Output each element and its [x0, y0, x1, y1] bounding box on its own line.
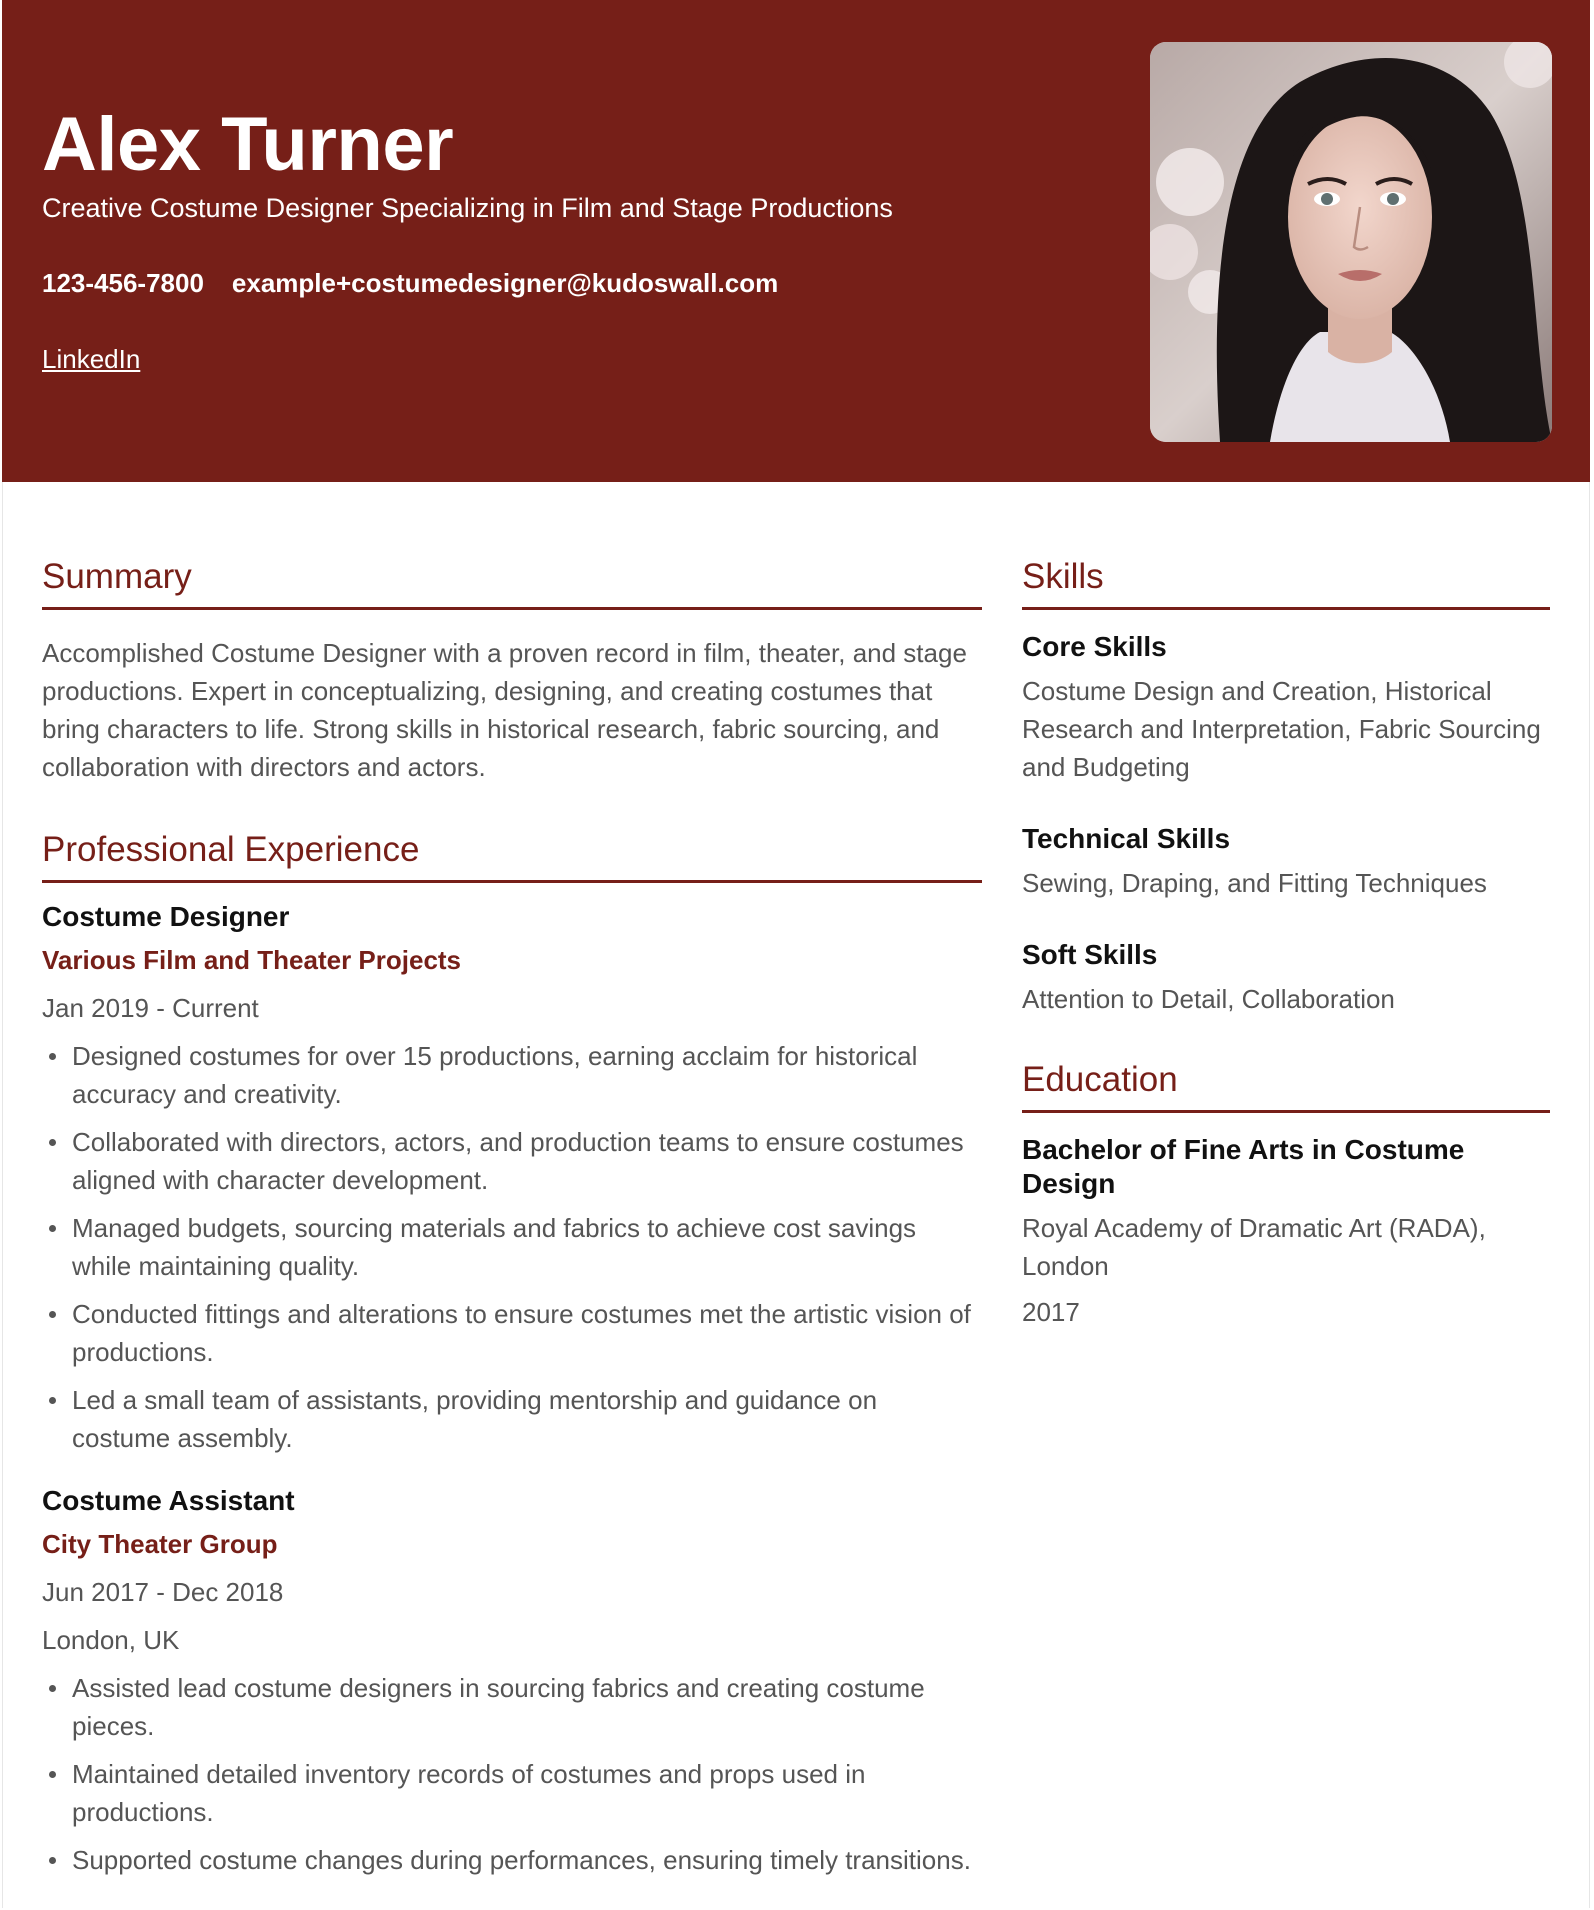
- job-company: Various Film and Theater Projects: [42, 945, 462, 975]
- bullet-text: Conducted fittings and alterations to ensure costumes met the artistic vision of productions.: [72, 1299, 971, 1367]
- education-heading: Education: [1022, 1060, 1178, 1099]
- bullet-icon: [49, 1685, 56, 1692]
- job-dates: Jan 2019 - Current: [42, 993, 259, 1023]
- section-divider: [42, 607, 982, 610]
- contact-row: [42, 266, 778, 300]
- left-column: [42, 555, 982, 1889]
- school-name: Royal Academy of Dramatic Art (RADA), London: [1022, 1213, 1486, 1281]
- job-title: Costume Designer: [42, 901, 290, 932]
- job-title: Costume Assistant: [42, 1485, 295, 1516]
- skill-group-heading: Core Skills: [1022, 631, 1167, 662]
- bullet-icon: [49, 1397, 56, 1404]
- bullet-text: Managed budgets, sourcing materials and fabrics to achieve cost savings while maintaining quality.: [72, 1213, 917, 1281]
- bullet-text: Led a small team of assistants, providing mentorship and guidance on costume assembly.: [72, 1385, 878, 1453]
- education-section: [1022, 1058, 1550, 1329]
- skills-heading: Skills: [1022, 557, 1104, 596]
- degree-title: Bachelor of Fine Arts in Costume Design: [1022, 1134, 1465, 1199]
- job-bullet: [72, 1037, 982, 1113]
- summary-heading: Summary: [42, 557, 192, 596]
- job-bullet: [72, 1669, 982, 1745]
- bullet-text: Designed costumes for over 15 productions, earning acclaim for historical accuracy and creativity.: [72, 1041, 918, 1109]
- job-bullet: [72, 1209, 982, 1285]
- candidate-tagline: Creative Costume Designer Specializing in Film and Stage Productions: [42, 193, 893, 223]
- profile-photo: [1150, 42, 1552, 442]
- linkedin-link[interactable]: LinkedIn: [42, 344, 141, 374]
- job-entry: [42, 1483, 982, 1879]
- skill-group-heading: Technical Skills: [1022, 823, 1231, 854]
- section-divider: [1022, 1110, 1550, 1113]
- candidate-name: Alex Turner: [42, 102, 454, 187]
- skill-group-text: Costume Design and Creation, Historical Research and Interpretation, Fabric Sourcing and Budgeting: [1022, 676, 1541, 782]
- job-entry: [42, 899, 982, 1457]
- bullet-text: Maintained detailed inventory records of costumes and props used in productions.: [72, 1759, 866, 1827]
- job-bullet: [72, 1381, 982, 1457]
- skill-group-heading: Soft Skills: [1022, 939, 1158, 970]
- job-location: London, UK: [42, 1625, 180, 1655]
- bullet-icon: [49, 1053, 56, 1060]
- bullet-icon: [49, 1857, 56, 1864]
- job-dates: Jun 2017 - Dec 2018: [42, 1577, 284, 1607]
- skill-group: [1022, 938, 1550, 1018]
- graduation-year: 2017: [1022, 1297, 1080, 1327]
- skill-group: [1022, 630, 1550, 786]
- email-address: example+costumedesigner@kudoswall.com: [231, 268, 779, 298]
- job-company: City Theater Group: [42, 1529, 278, 1559]
- skill-group-text: Attention to Detail, Collaboration: [1022, 984, 1395, 1014]
- job-bullets: [42, 1037, 982, 1457]
- job-bullet: [72, 1123, 982, 1199]
- skills-section: [1022, 555, 1550, 1018]
- skill-group-text: Sewing, Draping, and Fitting Techniques: [1022, 868, 1487, 898]
- profile-photo-illustration: [1150, 42, 1552, 442]
- bullet-icon: [49, 1311, 56, 1318]
- skill-group: [1022, 822, 1550, 902]
- bullet-icon: [49, 1771, 56, 1778]
- job-bullet: [72, 1295, 982, 1371]
- phone-number: 123-456-7800: [42, 268, 204, 298]
- bullet-icon: [49, 1139, 56, 1146]
- job-bullet: [72, 1755, 982, 1831]
- right-column: [1022, 555, 1550, 1329]
- job-bullet: [72, 1841, 982, 1879]
- experience-heading: Professional Experience: [42, 830, 420, 869]
- resume-header: [2, 0, 1590, 482]
- bullet-text: Supported costume changes during performances, ensuring timely transitions.: [72, 1845, 971, 1875]
- bullet-icon: [49, 1225, 56, 1232]
- bullet-text: Assisted lead costume designers in sourcing fabrics and creating costume pieces.: [72, 1673, 925, 1741]
- job-bullets: [42, 1669, 982, 1879]
- summary-section: [42, 555, 982, 786]
- experience-section: [42, 828, 982, 1879]
- section-divider: [1022, 607, 1550, 610]
- section-divider: [42, 880, 982, 883]
- summary-text: Accomplished Costume Designer with a proven record in film, theater, and stage productions. Expert in conceptualizing, designing, and creating costumes that bring characters to life. Strong skills in historical research, fabric sourcing, and collaboration with directors and actors.: [42, 638, 967, 782]
- bullet-text: Collaborated with directors, actors, and production teams to ensure costumes aligned with character development.: [72, 1127, 964, 1195]
